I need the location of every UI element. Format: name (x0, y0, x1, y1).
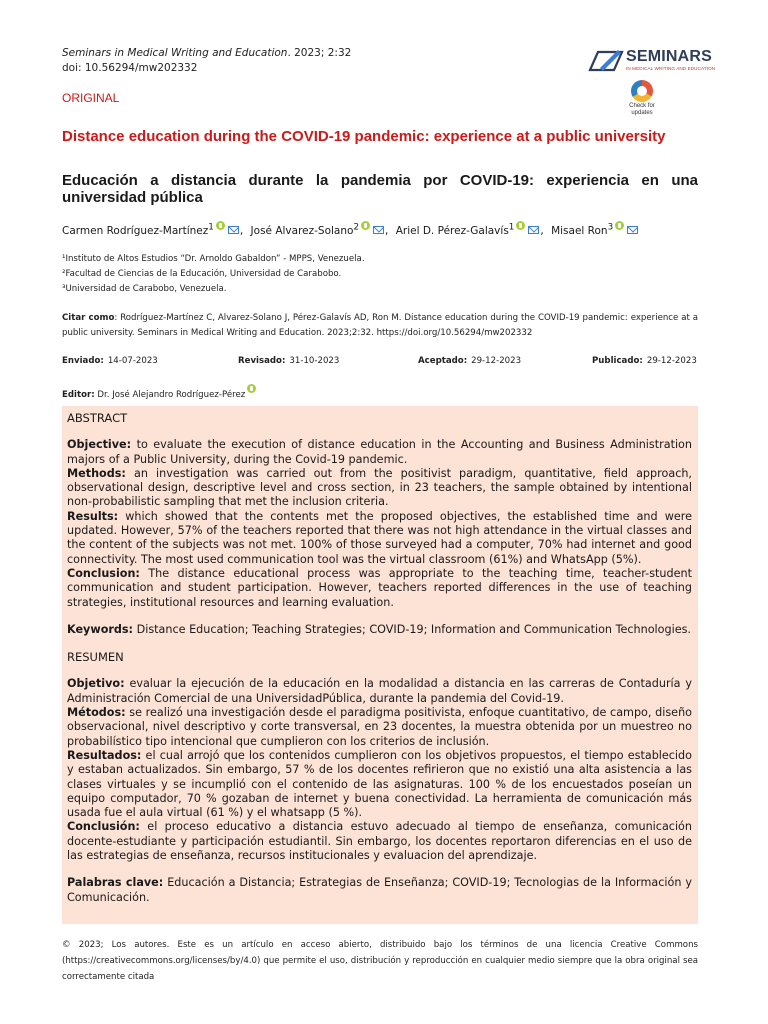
check-for-updates-badge[interactable] (622, 80, 662, 117)
date-revised-label: Revisado: (238, 356, 286, 366)
author-affil: 1 (508, 222, 515, 233)
author (551, 222, 639, 237)
journal-volume: . 2023; 2:32 (287, 47, 352, 59)
author-affil: 3 (607, 222, 614, 233)
doi-line[interactable]: doi: 10.56294/mw202332 (62, 62, 198, 74)
mail-icon[interactable] (228, 226, 239, 234)
section-label: ORIGINAL (62, 91, 120, 105)
license-notice: © 2023; Los autores. Este es un artículo en acceso abierto, distribuido bajo los términos de una licencia Creative Commons (https://creativecommons.org/licenses/by/4.0) que permite el uso, distribución y reproducción en cualquier medio siempre que la obra original sea correctamente citada (62, 940, 698, 982)
orcid-icon[interactable] (361, 221, 370, 230)
resumen-objective-text: evaluar la ejecución de la educación en la modalidad a distancia en las carreras de Contaduría y Administración Comercial de una UniversidadPública, durante la pandemia del Covid-19. (67, 677, 692, 705)
journal-header (62, 46, 351, 76)
citation-text: : Rodríguez-Martínez C, Alvarez-Solano J, Pérez-Galavís AD, Ron M. Distance education during the COVID-19 pandemic: experience at a public university. Seminars in Medical Writing and Education. 2023;2:32. https://doi.org/10.56294/mw202332 (62, 313, 698, 338)
check-updates-icon (631, 80, 653, 102)
resumen-keywords (67, 876, 692, 905)
resumen-keywords-text: Educación a Distancia; Estrategias de Enseñanza; COVID-19; Tecnologias de la Información y Comunicación. (67, 876, 692, 904)
author-separator: , (239, 225, 244, 237)
resumen-keywords-label: Palabras clave: (67, 876, 164, 890)
affiliations (62, 252, 365, 297)
mail-icon[interactable] (373, 226, 384, 234)
author-separator: , (540, 225, 544, 237)
abstract-results-label: Results: (67, 509, 119, 523)
affiliation: ²Facultad de Ciencias de la Educación, Universidad de Carabobo. (62, 269, 342, 279)
abstract-conclusion (67, 567, 692, 610)
resumen-conclusion-label: Conclusión: (67, 820, 140, 834)
seminars-logo-icon (588, 46, 624, 74)
abstract-objective-label: Objective: (67, 438, 132, 452)
author (395, 222, 548, 237)
resumen-heading: RESUMEN (67, 650, 124, 665)
author (62, 222, 247, 237)
date-revised (238, 356, 339, 366)
date-accepted (418, 356, 521, 366)
resumen-objective-label: Objetivo: (67, 677, 125, 691)
abstract-keywords (67, 623, 692, 637)
journal-name: Seminars in Medical Writing and Education (62, 47, 288, 59)
abstract-methods-label: Methods: (67, 466, 126, 480)
abstract-results-text: which showed that the contents met the proposed objectives, the established time and were updated. However, 57% of the teachers reported that there was not high attendance in the virtual classes and the content of the subjects was not met. 100% of those surveyed had a computer, 70% had internet and good connectivity. The most used communication tool was the virtual classroom (61%) and WhatsApp (5%). (67, 509, 692, 566)
resumen-methods-label: Métodos: (67, 706, 126, 720)
abstract-conclusion-label: Conclusion: (67, 566, 140, 580)
resumen-results-label: Resultados: (67, 748, 142, 762)
orcid-icon[interactable] (615, 221, 624, 230)
resumen-conclusion (67, 820, 692, 863)
date-sent-value: 14-07-2023 (107, 356, 158, 366)
title-spanish: Educación a distancia durante la pandemia por COVID-19: experiencia en una universidad pública (62, 172, 698, 206)
abstract-objective (67, 438, 692, 467)
author (250, 222, 393, 237)
title-english: Distance education during the COVID-19 pandemic: experience at a public university (62, 128, 666, 145)
date-sent (62, 356, 158, 366)
author-separator: , (385, 225, 389, 237)
abstract-heading: ABSTRACT (67, 411, 128, 425)
editor-label: Editor: (62, 390, 95, 400)
resumen-methods-text: se realizó una investigación desde el paradigma positivista, enfoque cuantitativo, de campo, diseño observacional, nivel descriptivo y corte transversal, en 23 docentes, la muestra obtenida por un muestreo no probabilístico tipo intencional que cumplieron con los criterios de inclusión. (67, 706, 692, 748)
check-updates-label: Check for updates (629, 103, 655, 116)
orcid-icon[interactable] (247, 384, 256, 393)
affiliation: ³Universidad de Carabobo, Venezuela. (62, 284, 227, 294)
abstract-keywords-text: Distance Education; Teaching Strategies; COVID-19; Information and Communication Technologies. (133, 622, 691, 636)
date-published (592, 356, 697, 366)
abstract-results (67, 510, 692, 567)
citation-label: Citar como (62, 313, 115, 323)
author-name[interactable]: Misael Ron (551, 225, 608, 237)
date-accepted-label: Aceptado: (418, 356, 468, 366)
date-sent-label: Enviado: (62, 356, 104, 366)
abstract-objective-text: to evaluate the execution of distance education in the Accounting and Business Administration majors of a Public University, during the Covid-19 pandemic. (67, 438, 692, 466)
orcid-icon[interactable] (516, 221, 525, 230)
resumen-results (67, 749, 692, 820)
resumen-objective (67, 677, 692, 706)
editor-name: Dr. José Alejandro Rodríguez-Pérez (97, 390, 246, 400)
resumen-methods (67, 706, 692, 749)
abstract-methods (67, 467, 692, 510)
mail-icon[interactable] (627, 226, 638, 234)
author-affil: 2 (353, 222, 360, 233)
journal-citation-line (62, 46, 351, 61)
abstract-box (62, 406, 698, 924)
date-published-label: Publicado: (592, 356, 643, 366)
date-published-value: 29-12-2023 (646, 356, 697, 366)
seminars-logo (588, 46, 716, 76)
date-revised-value: 31-10-2023 (289, 356, 340, 366)
abstract-methods-text: an investigation was carried out from the positivist paradigm, quantitative, field approach, observational design, descriptive level and cross section, in 23 teachers, the sample obtained by intentional non-probabilistic sampling that met the inclusion criteria. (67, 466, 692, 509)
author-name[interactable]: José Alvarez-Solano (250, 225, 354, 237)
logo-subtitle: IN MEDICAL WRITING AND EDUCATION (626, 66, 716, 71)
resumen-results-text: el cual arrojó que los contenidos cumplieron con los objetivos propuestos, el tiempo establecido y estaban actualizados. Sin embargo, 57 % de los docentes refirieron que no existió una alta asistencia a las clases virtuales y se incumplió con el contenido de las asignaturas. 100 % de los encuestados poseían un equipo computador, 70 % gozaban de internet y buena conectividad. La herramienta de comunicación más usada fue el aula virtual (61 %) y el whatsapp (5 %). (67, 748, 692, 820)
logo-word: SEMINARS (626, 48, 713, 65)
author-name[interactable]: Carmen Rodríguez-Martínez (62, 225, 209, 237)
citation (62, 311, 698, 341)
editor-line (62, 384, 256, 400)
resumen-conclusion-text: el proceso educativo a distancia estuvo adecuado al tiempo de enseñanza, comunicación docente-estudiante y participación estudiantil. Sin embargo, los docentes reportaron diferencias en el uso de las estrategias de enseñanza, recursos institucionales y evaluacion del aprendizaje. (67, 820, 692, 863)
orcid-icon[interactable] (216, 221, 225, 230)
mail-icon[interactable] (528, 226, 539, 234)
author-list (62, 221, 639, 237)
abstract-keywords-label: Keywords: (67, 622, 134, 636)
author-affil: 1 (208, 222, 214, 233)
author-name[interactable]: Ariel D. Pérez-Galavís (395, 225, 509, 237)
date-accepted-value: 29-12-2023 (471, 356, 522, 366)
affiliation: ¹Instituto de Altos Estudios “Dr. Arnoldo Gabaldon” - MPPS, Venezuela. (62, 254, 365, 264)
abstract-conclusion-text: The distance educational process was appropriate to the teaching time, teacher-student communication and student participation. However, teachers reported differences in the use of teaching strategies, institutional resources and learning evaluation. (67, 566, 692, 609)
